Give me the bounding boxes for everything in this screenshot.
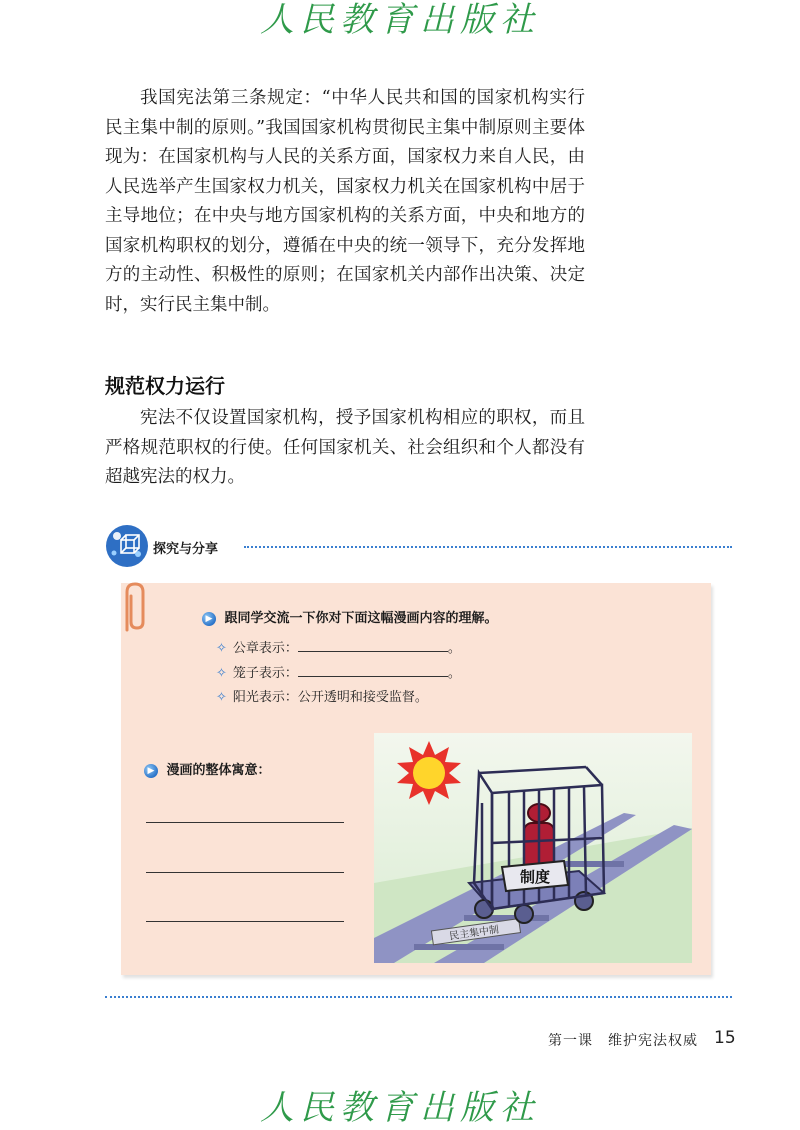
diamond-star-icon: ✧ <box>216 666 227 681</box>
diamond-star-icon: ✧ <box>216 641 227 656</box>
item-sunlight-answer: 公开透明和接受监督。 <box>297 690 428 705</box>
seal-answer-blank[interactable] <box>298 639 448 652</box>
answer-line-1[interactable] <box>146 822 344 823</box>
paragraph-regulate-power: 宪法不仅设置国家机构，授予国家机构相应的职权，而且严格规范职权的行使。任何国家机关、社会组织和个人都没有超越宪法的权力。 <box>105 408 585 487</box>
item-sunlight-label: 阳光表示： <box>232 690 298 705</box>
cage-answer-blank[interactable] <box>298 664 448 677</box>
page-number: 15 <box>714 1028 736 1048</box>
track-label: 民主集中制 <box>448 924 500 943</box>
publisher-footer: 人民教育出版社 <box>260 1088 540 1128</box>
item-seal-label: 公章表示： <box>232 641 298 656</box>
footer-lesson-title <box>548 1030 698 1050</box>
diamond-star-icon: ✧ <box>216 690 227 705</box>
answer-line-3[interactable] <box>146 921 344 922</box>
cube-molecule-icon <box>105 524 149 568</box>
item-sunlight <box>216 686 428 705</box>
question-text: 跟同学交流一下你对下面这幅漫画内容的理解。 <box>224 611 498 626</box>
answer-line-2[interactable] <box>146 872 344 873</box>
item-seal <box>216 637 461 656</box>
bullet-arrow-icon: ▶ <box>144 764 158 778</box>
item-cage-suffix: 。 <box>447 666 461 681</box>
paperclip-icon <box>113 578 157 636</box>
section-heading: 规范权力运行 <box>105 374 225 398</box>
cartoon-power-cage <box>374 733 692 963</box>
item-cage <box>216 662 461 681</box>
section-title: 探究与分享 <box>153 542 219 557</box>
dotted-divider-bottom <box>105 996 732 998</box>
meaning-label: 漫画的整体寓意： <box>166 763 271 778</box>
cart-label: 制度 <box>519 868 551 886</box>
bullet-arrow-icon: ▶ <box>202 612 216 626</box>
item-seal-suffix: 。 <box>447 641 461 656</box>
publisher-header: 人民教育出版社 <box>260 0 540 40</box>
overall-meaning-prompt <box>144 759 271 778</box>
activity-question <box>202 607 498 626</box>
lesson-title: 第一课 维护宪法权威 <box>548 1033 698 1049</box>
paragraph-constitution-article-3: 我国宪法第三条规定：“中华人民共和国的国家机构实行民主集中制的原则。”我国国家机构贯彻民主集中制原则主要体现为：在国家机构与人民的关系方面，国家权力来自人民，由人民选举产生国家权力机关，国家权力机关在国家机构中居于主导地位；在中央与地方国家机构的关系方面，中央和地方的国家机构职权的划分，遵循在中央的统一领导下，充分发挥地方的主动性、积极性的原则；在国家机关内部作出决策、决定时，实行民主集中制。 <box>105 88 585 315</box>
item-cage-label: 笼子表示： <box>232 666 298 681</box>
dotted-divider-top <box>244 546 732 548</box>
